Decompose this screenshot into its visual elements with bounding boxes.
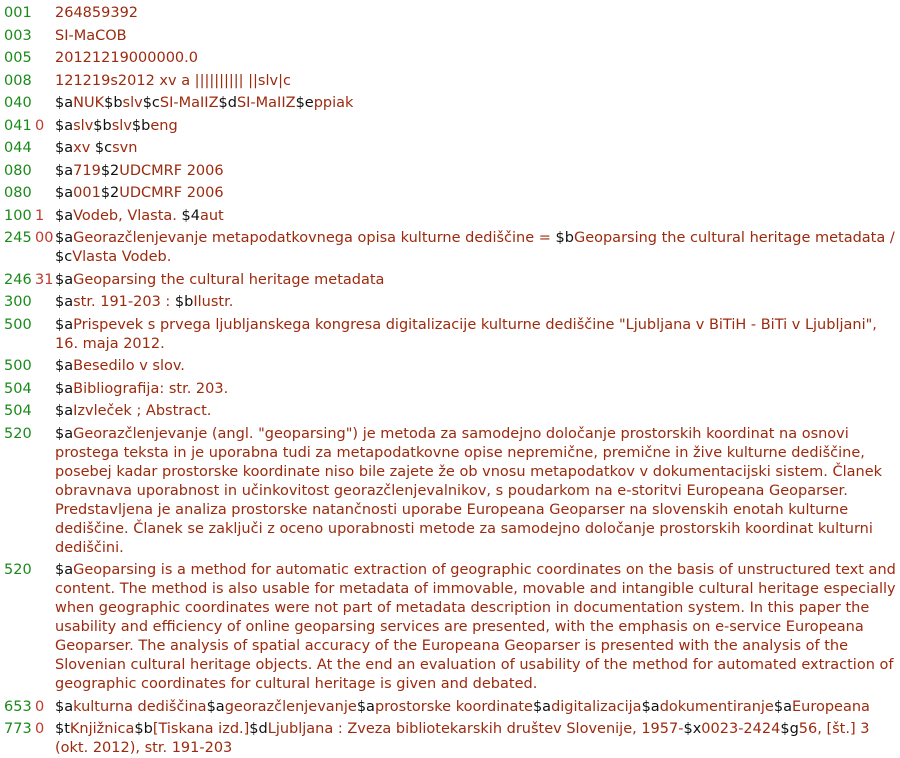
field-indicators: 0 bbox=[35, 117, 45, 134]
field-tag: 500 bbox=[4, 358, 32, 374]
subfield-code: $a bbox=[532, 698, 552, 715]
marc-field-080 bbox=[0, 162, 900, 181]
subfield-value: slv bbox=[73, 117, 94, 134]
subfield-code: $c bbox=[94, 140, 113, 156]
field-tag: 044 bbox=[4, 140, 32, 156]
marc-field-653 bbox=[0, 698, 900, 717]
field-tag: 001 bbox=[4, 5, 32, 21]
subfield-code: $c bbox=[55, 249, 73, 265]
field-indicators: 0 bbox=[35, 721, 45, 737]
marc-field-245 bbox=[0, 229, 900, 267]
subfield-value: Geoparsing is a method for automatic extraction of geographic coordinates on the basis of unstructured text and content. The method is also usable for metadata of immovable, movable and intangible cultural heritage especially when geographic coordinates were not part of metadata description in documentation system. In this paper the usability and efficiency of online geoparsing services are presented, with the emphasis on e-service Europeana Geoparser. The analysis of spatial accuracy of the Europeana Geoparser is presented with the analysis of the Slovenian cultural heritage objects. At the end an evaluation of usability of the method for automated extraction of geographic coordinates for cultural heritage is given and debated. bbox=[55, 562, 896, 692]
subfield-value: georazčlenjevanje bbox=[224, 698, 357, 715]
field-content bbox=[55, 207, 897, 226]
subfield-code: $a bbox=[55, 698, 74, 715]
field-tag: 005 bbox=[4, 50, 32, 66]
subfield-code: $a bbox=[641, 698, 660, 715]
subfield-value: 56, [št.] 3 (okt. 2012), str. 191-203 bbox=[55, 721, 870, 756]
field-tag: 653 bbox=[4, 698, 32, 715]
field-content bbox=[55, 293, 897, 312]
marc-field-003 bbox=[0, 27, 900, 46]
subfield-value: SI-MaCOB bbox=[55, 27, 127, 44]
subfield-value: Vodeb, Vlasta. bbox=[73, 207, 182, 224]
subfield-value: 121219s2012 xv a |||||||||| ||slv|c bbox=[55, 72, 291, 89]
subfield-code: $a bbox=[55, 271, 74, 288]
subfield-value: eng bbox=[150, 117, 178, 134]
subfield-code: $x bbox=[683, 721, 702, 737]
subfield-code: $a bbox=[55, 425, 74, 442]
subfield-code: $a bbox=[55, 403, 74, 419]
field-content bbox=[55, 402, 897, 421]
marc-field-005 bbox=[0, 49, 900, 68]
field-content bbox=[55, 271, 897, 290]
subfield-value: [Tiskana izd.] bbox=[152, 721, 250, 737]
subfield-value: 719 bbox=[73, 162, 101, 179]
marc-field-520 bbox=[0, 561, 900, 694]
subfield-value: slv bbox=[111, 117, 132, 134]
marc-field-300 bbox=[0, 293, 900, 312]
subfield-code: $d bbox=[249, 721, 268, 737]
marc-field-044 bbox=[0, 139, 900, 158]
subfield-code: $e bbox=[295, 95, 314, 111]
subfield-value: Georazčlenjevanje metapodatkovnega opisa kulturne dediščine = bbox=[73, 230, 556, 246]
field-tag: 246 bbox=[4, 271, 32, 288]
field-content bbox=[55, 139, 897, 158]
subfield-value: NUK bbox=[73, 95, 105, 111]
field-tag: 520 bbox=[4, 562, 32, 578]
subfield-value: kulturna dediščina bbox=[73, 698, 207, 715]
subfield-code: $2 bbox=[100, 162, 120, 179]
subfield-code: $a bbox=[55, 185, 74, 201]
marc-field-100 bbox=[0, 207, 900, 226]
subfield-code: $4 bbox=[181, 207, 200, 224]
subfield-value: Vlasta Vodeb. bbox=[72, 249, 172, 265]
field-tag: 003 bbox=[4, 27, 32, 44]
subfield-value: str. 191-203 : bbox=[73, 294, 175, 310]
subfield-code: $b bbox=[174, 294, 194, 310]
subfield-code: $a bbox=[55, 162, 74, 179]
subfield-code: $a bbox=[55, 562, 74, 578]
subfield-value: SI-MaIIZ bbox=[159, 95, 219, 111]
subfield-value: dokumentiranje bbox=[659, 698, 774, 715]
subfield-value: UDCMRF 2006 bbox=[119, 185, 224, 201]
field-content bbox=[55, 425, 897, 558]
field-tag: 520 bbox=[4, 425, 32, 442]
field-content bbox=[55, 561, 897, 694]
field-content bbox=[55, 117, 897, 136]
marc-field-041 bbox=[0, 117, 900, 136]
subfield-value: Bibliografija: str. 203. bbox=[73, 380, 229, 397]
subfield-code: $a bbox=[55, 207, 74, 224]
subfield-code: $b bbox=[134, 721, 153, 737]
subfield-code: $a bbox=[55, 95, 74, 111]
subfield-value: SI-MaIIZ bbox=[236, 95, 296, 111]
subfield-value: digitalizacija bbox=[551, 698, 642, 715]
marc-field-008 bbox=[0, 72, 900, 91]
marc-field-773 bbox=[0, 720, 900, 758]
field-content bbox=[55, 316, 897, 354]
field-tag: 300 bbox=[4, 294, 32, 310]
marc-field-504 bbox=[0, 402, 900, 421]
marc-field-246 bbox=[0, 271, 900, 290]
subfield-value: Georazčlenjevanje (angl. "geoparsing") je metoda za samodejno določanje prostorskih koordinat na osnovi prostega teksta in je uporabna tudi za metapodatkovne opise nepremične, premične in žive kulturne dediščine, posebej kadar prostorske koordinate niso bile zajete že ob vnosu metapodatkov v dokumentacijski sistem. Članek obravnava uporabnost in učinkovitost georazčlenjevalnikov, s poudarkom na e-storitvi Europeana Geoparser. Predstavljena je analiza prostorske natančnosti uporabe Europeana Geoparser na slovenskih enotah kulturne dediščine. Članek se zaključi z oceno uporabnosti metode za samodejno določanje prostorskih koordinat kulturni dediščini. bbox=[55, 425, 883, 556]
marc-field-080 bbox=[0, 184, 900, 203]
subfield-value: prostorske koordinate bbox=[374, 698, 533, 715]
field-tag: 080 bbox=[4, 162, 32, 179]
field-tag: 100 bbox=[4, 207, 32, 224]
field-content bbox=[55, 49, 897, 68]
subfield-value: Ljubljana : Zveza bibliotekarskih društev Slovenije, 1957- bbox=[267, 721, 684, 737]
field-tag: 500 bbox=[4, 316, 32, 333]
field-tag: 245 bbox=[4, 230, 32, 246]
subfield-code: $b bbox=[131, 117, 151, 134]
subfield-value: aut bbox=[199, 207, 224, 224]
subfield-code: $b bbox=[555, 230, 574, 246]
field-content bbox=[55, 4, 897, 23]
subfield-value: 20121219000000.0 bbox=[55, 50, 198, 66]
subfield-value: 001 bbox=[73, 185, 101, 201]
marc-field-504 bbox=[0, 380, 900, 399]
field-content bbox=[55, 94, 897, 113]
subfield-code: $a bbox=[55, 380, 74, 397]
subfield-value: Ilustr. bbox=[193, 294, 234, 310]
field-content bbox=[55, 357, 897, 376]
subfield-code: $a bbox=[356, 698, 375, 715]
field-tag: 773 bbox=[4, 721, 32, 737]
subfield-code: $a bbox=[55, 117, 74, 134]
field-content bbox=[55, 184, 897, 203]
field-tag: 504 bbox=[4, 403, 32, 419]
field-indicators: 1 bbox=[35, 207, 45, 224]
subfield-value: ppiak bbox=[313, 95, 354, 111]
subfield-code: $b bbox=[104, 95, 123, 111]
field-content bbox=[55, 720, 897, 758]
field-content bbox=[55, 162, 897, 181]
marc-field-001 bbox=[0, 4, 900, 23]
subfield-value: 0023-2424 bbox=[701, 721, 781, 737]
subfield-code: $c bbox=[142, 95, 160, 111]
subfield-value: Besedilo v slov. bbox=[73, 358, 185, 374]
subfield-value: xv bbox=[73, 140, 95, 156]
subfield-value: slv bbox=[122, 95, 143, 111]
subfield-code: $a bbox=[55, 230, 74, 246]
field-indicators: 0 bbox=[35, 698, 45, 715]
subfield-value: Europeana bbox=[791, 698, 870, 715]
subfield-code: $a bbox=[773, 698, 792, 715]
subfield-value: Knjižnica bbox=[69, 721, 135, 737]
subfield-code: $g bbox=[780, 721, 799, 737]
field-content bbox=[55, 72, 897, 91]
marc-field-520 bbox=[0, 425, 900, 558]
field-content bbox=[55, 229, 897, 267]
field-indicators: 00 bbox=[35, 230, 54, 246]
subfield-code: $d bbox=[218, 95, 237, 111]
field-content bbox=[55, 380, 897, 399]
field-tag: 008 bbox=[4, 72, 32, 89]
field-tag: 041 bbox=[4, 117, 32, 134]
subfield-value: UDCMRF 2006 bbox=[119, 162, 224, 179]
field-tag: 040 bbox=[4, 95, 32, 111]
subfield-code: $t bbox=[55, 721, 70, 737]
subfield-code: $a bbox=[55, 358, 74, 374]
field-content bbox=[55, 698, 897, 717]
marc-field-500 bbox=[0, 357, 900, 376]
subfield-code: $a bbox=[55, 294, 74, 310]
subfield-code: $2 bbox=[100, 185, 120, 201]
marc-field-040 bbox=[0, 94, 900, 113]
field-tag: 080 bbox=[4, 185, 32, 201]
subfield-code: $a bbox=[55, 140, 74, 156]
subfield-code: $b bbox=[93, 117, 112, 134]
subfield-value: svn bbox=[112, 140, 138, 156]
marc-field-500 bbox=[0, 316, 900, 354]
subfield-value: Izvleček ; Abstract. bbox=[73, 403, 212, 419]
subfield-value: Prispevek s prvega ljubljanskega kongresa digitalizacije kulturne dediščine "Ljubljana v BiTiH - BiTi v Ljubljani", 16. maja 2012. bbox=[55, 316, 877, 352]
field-content bbox=[55, 27, 897, 46]
subfield-code: $a bbox=[55, 316, 74, 333]
subfield-code: $a bbox=[206, 698, 225, 715]
field-indicators: 31 bbox=[35, 271, 54, 288]
subfield-value: 264859392 bbox=[55, 5, 139, 21]
subfield-value: Geoparsing the cultural heritage metadata bbox=[73, 271, 385, 288]
subfield-value: Geoparsing the cultural heritage metadata / bbox=[573, 230, 895, 246]
field-tag: 504 bbox=[4, 380, 32, 397]
